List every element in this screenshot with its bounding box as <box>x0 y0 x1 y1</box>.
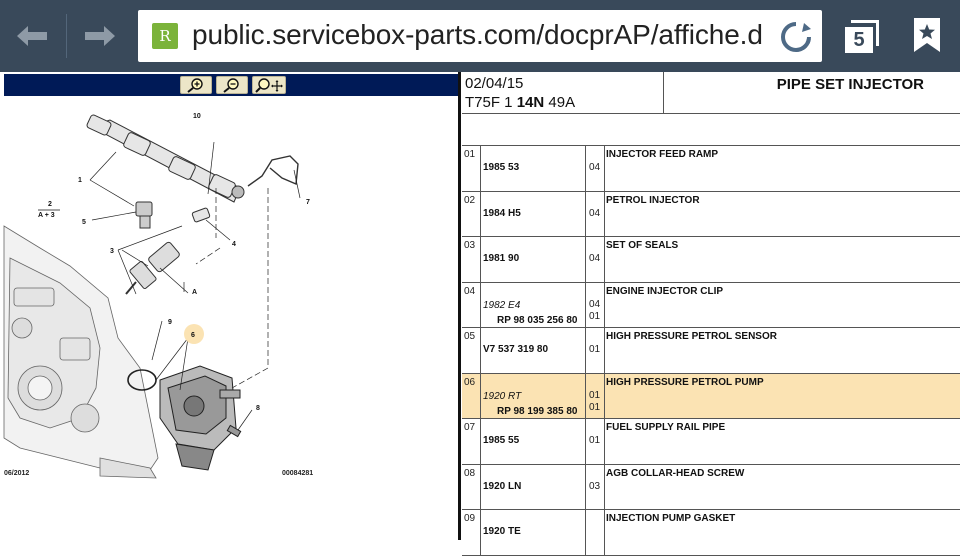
part-quantity: 04 <box>589 162 601 173</box>
diagram-date: 06/2012 <box>4 470 30 477</box>
part-quantity: 03 <box>589 480 601 492</box>
part-quantity-cell <box>586 419 605 464</box>
parts-row-09[interactable] <box>462 510 960 556</box>
parts-row-03[interactable] <box>462 237 960 283</box>
site-favicon-icon: R <box>152 23 178 49</box>
part-quantity-cell <box>586 465 605 510</box>
zoom-in-button[interactable] <box>180 76 212 94</box>
callout-2-sub: A + 3 <box>38 212 55 219</box>
header-info <box>462 72 664 114</box>
reload-icon <box>778 19 814 55</box>
part-reference[interactable]: 1920 TE <box>483 526 521 537</box>
part-reference-alt[interactable]: RP 98 199 385 80 <box>497 405 578 417</box>
part-number: 01 <box>462 146 481 191</box>
parts-row-05[interactable] <box>462 328 960 374</box>
rail-pipe <box>248 156 298 186</box>
tabs-button[interactable] <box>840 16 880 56</box>
part-number: 09 <box>462 510 481 555</box>
part-description[interactable]: HIGH PRESSURE PETROL SENSOR <box>606 331 777 342</box>
part-reference[interactable]: V7 537 319 80 <box>483 344 549 355</box>
fuel-pump <box>160 366 240 470</box>
part-reference[interactable]: 1981 90 <box>483 253 520 264</box>
page-title: PIPE SET INJECTOR <box>776 76 924 93</box>
part-quantity-alt: 01 <box>589 310 601 322</box>
part-quantity-cell <box>586 283 605 328</box>
pressure-sensor <box>136 202 152 228</box>
part-reference[interactable]: 1984 H5 <box>483 207 521 219</box>
part-description[interactable]: PETROL INJECTOR <box>606 194 700 206</box>
parts-row-01[interactable] <box>462 146 960 192</box>
callout-1[interactable]: 1 <box>78 177 82 184</box>
part-number: 03 <box>462 237 481 282</box>
callout-3[interactable]: 3 <box>110 248 114 255</box>
part-reference[interactable]: 1985 53 <box>483 162 520 173</box>
part-quantity-cell <box>586 510 605 555</box>
part-reference-alt[interactable]: RP 98 035 256 80 <box>497 314 578 326</box>
diagram-panel <box>0 72 458 540</box>
callout-6[interactable]: 6 <box>191 332 195 339</box>
part-quantity: 01 <box>589 435 601 446</box>
arrow-right-icon <box>83 24 117 48</box>
part-reference-cell[interactable] <box>481 328 586 373</box>
header-title-box <box>664 72 960 114</box>
callout-7[interactable]: 7 <box>306 199 310 206</box>
diagram-code: 00084281 <box>282 470 314 477</box>
part-quantity: 01 <box>589 344 601 355</box>
part-quantity: 04 <box>589 298 601 310</box>
part-quantity: 04 <box>589 207 601 219</box>
part-quantity-alt: 01 <box>589 401 601 413</box>
part-reference-cell[interactable] <box>481 374 586 419</box>
part-number: 08 <box>462 465 481 510</box>
parts-row-02[interactable] <box>462 192 960 238</box>
ref-part-c: 49A <box>548 94 576 111</box>
ref-part-b: 14N <box>516 94 545 111</box>
part-quantity: 04 <box>589 253 601 264</box>
back-button[interactable] <box>12 18 52 54</box>
part-reference-cell[interactable] <box>481 465 586 510</box>
part-reference[interactable]: 1985 55 <box>483 435 520 446</box>
forward-button[interactable] <box>80 18 120 54</box>
zoom-out-button[interactable] <box>216 76 248 94</box>
part-number: 07 <box>462 419 481 464</box>
exploded-parts-diagram[interactable] <box>0 98 320 488</box>
part-reference-cell[interactable] <box>481 192 586 237</box>
part-description[interactable]: SET OF SEALS <box>606 240 679 251</box>
part-description[interactable]: INJECTION PUMP GASKET <box>606 513 736 524</box>
callout-a[interactable]: A <box>192 289 198 296</box>
part-reference[interactable]: 1920 RT <box>483 390 522 402</box>
part-reference-cell[interactable] <box>481 419 586 464</box>
part-description[interactable]: HIGH PRESSURE PETROL PUMP <box>606 376 764 388</box>
part-reference[interactable]: 1920 LN <box>483 480 522 492</box>
injector <box>126 241 181 294</box>
url-text[interactable]: public.servicebox-parts.com/docprAP/affiche.d <box>192 19 763 50</box>
parts-panel <box>461 72 960 540</box>
parts-row-06[interactable] <box>462 374 960 420</box>
part-description[interactable]: ENGINE INJECTOR CLIP <box>606 285 724 297</box>
ref-part-a: T75F 1 <box>465 94 513 111</box>
part-reference-cell[interactable] <box>481 283 586 328</box>
parts-row-07[interactable] <box>462 419 960 465</box>
bookmark-star-icon <box>912 16 942 54</box>
engine-block-sketch <box>4 226 158 478</box>
part-description[interactable]: FUEL SUPPLY RAIL PIPE <box>606 422 726 433</box>
reload-button[interactable] <box>778 19 814 55</box>
part-quantity-cell <box>586 374 605 419</box>
callout-9[interactable]: 9 <box>168 319 172 326</box>
part-reference-cell[interactable] <box>481 510 586 555</box>
part-number: 06 <box>462 374 481 419</box>
clip <box>192 208 210 223</box>
part-reference-cell[interactable] <box>481 237 586 282</box>
arrow-left-icon <box>15 24 49 48</box>
header-spacer <box>462 114 960 146</box>
callout-4[interactable]: 4 <box>232 241 236 248</box>
callout-2[interactable]: 2 <box>48 201 52 208</box>
parts-table <box>462 146 960 556</box>
part-number: 05 <box>462 328 481 373</box>
part-number: 04 <box>462 283 481 328</box>
zoom-out-icon <box>221 77 243 93</box>
parts-row-08[interactable] <box>462 465 960 511</box>
part-quantity-cell <box>586 237 605 282</box>
injector-rail <box>86 114 244 202</box>
part-description[interactable]: AGB COLLAR-HEAD SCREW <box>606 467 745 479</box>
browser-toolbar <box>0 0 960 72</box>
address-bar[interactable] <box>138 10 822 62</box>
header-date: 02/04/15 <box>465 75 524 92</box>
zoom-in-icon <box>185 77 207 93</box>
callout-8[interactable]: 8 <box>256 405 260 412</box>
zoom-pan-button[interactable] <box>252 76 286 94</box>
part-quantity: 01 <box>589 389 601 401</box>
part-reference[interactable]: 1982 E4 <box>483 299 521 311</box>
part-reference-cell[interactable] <box>481 146 586 191</box>
part-quantity-cell <box>586 328 605 373</box>
part-number: 02 <box>462 192 481 237</box>
tab-count: 5 <box>845 27 873 53</box>
zoom-toolbar <box>4 74 458 96</box>
zoom-pan-icon <box>254 77 284 93</box>
callout-5[interactable]: 5 <box>82 219 86 226</box>
nav-divider <box>66 14 67 58</box>
header-reference <box>465 94 575 111</box>
parts-row-04[interactable] <box>462 283 960 329</box>
callout-10[interactable]: 10 <box>193 113 201 120</box>
bookmark-button[interactable] <box>912 16 942 54</box>
part-quantity-cell <box>586 146 605 191</box>
part-description[interactable]: INJECTOR FEED RAMP <box>606 149 719 160</box>
part-quantity-cell <box>586 192 605 237</box>
